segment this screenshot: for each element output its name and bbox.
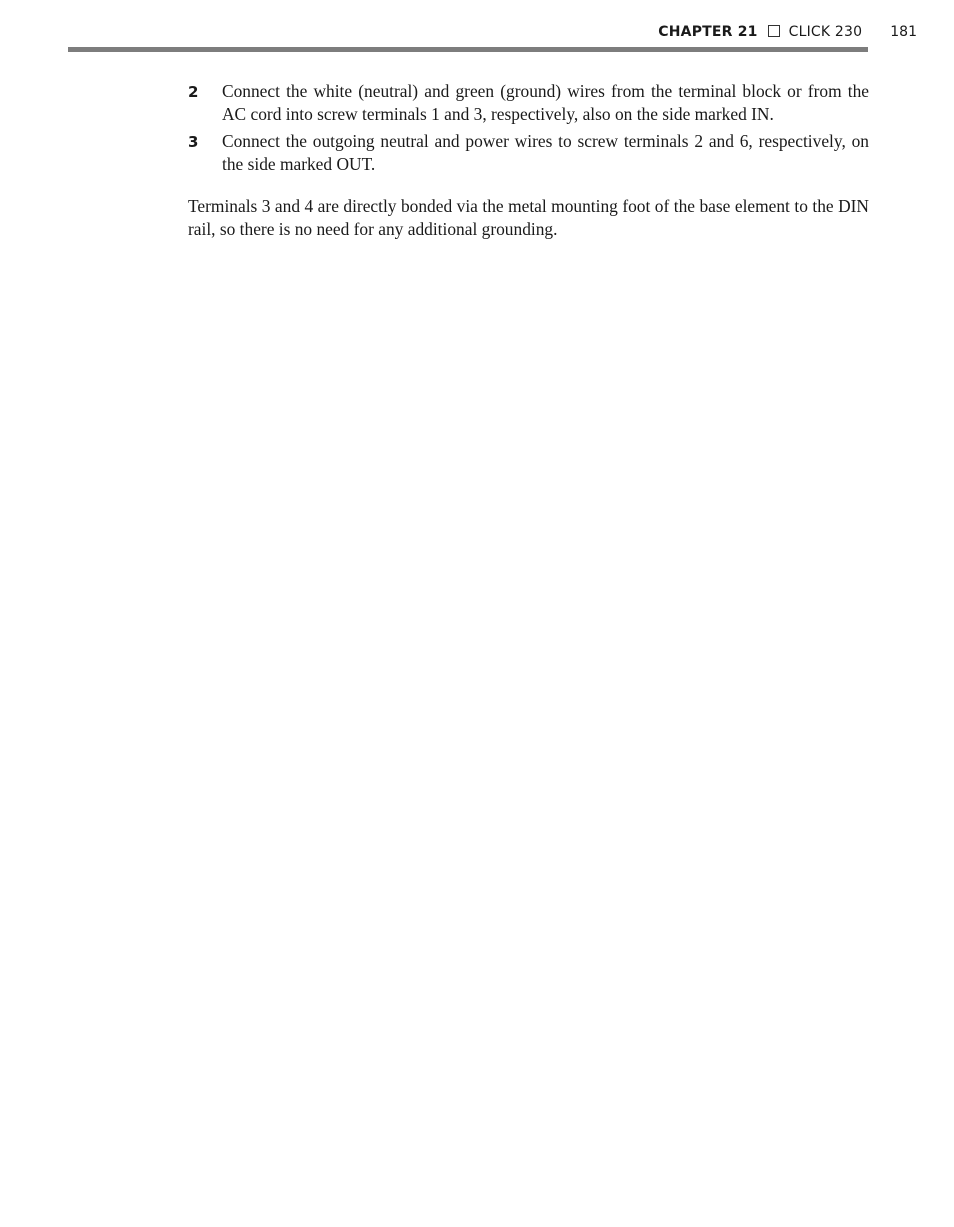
body-paragraph: Terminals 3 and 4 are directly bonded via the metal mounting foot of the base element to the DIN rail, so there is no need for any additional grounding. (188, 196, 869, 239)
section-title: CLICK 230 (788, 24, 863, 40)
step-text: Connect the white (neutral) and green (ground) wires from the terminal block or from the AC cord into screw terminals 1 and 3, respectively, also on the side marked IN. (222, 81, 869, 124)
step-number: 2 (188, 83, 199, 101)
chapter-label: CHAPTER 21 (658, 24, 758, 40)
header-rule (68, 47, 868, 52)
step-text: Connect the outgoing neutral and power wires to screw terminals 2 and 6, respectively, on the side marked OUT. (222, 131, 869, 174)
step-number: 3 (188, 133, 199, 151)
separator-box-icon (768, 25, 780, 37)
running-head (658, 24, 917, 46)
step-item (188, 130, 869, 176)
page-body (188, 80, 869, 258)
page-number: 181 (890, 24, 917, 40)
step-item (188, 80, 869, 126)
